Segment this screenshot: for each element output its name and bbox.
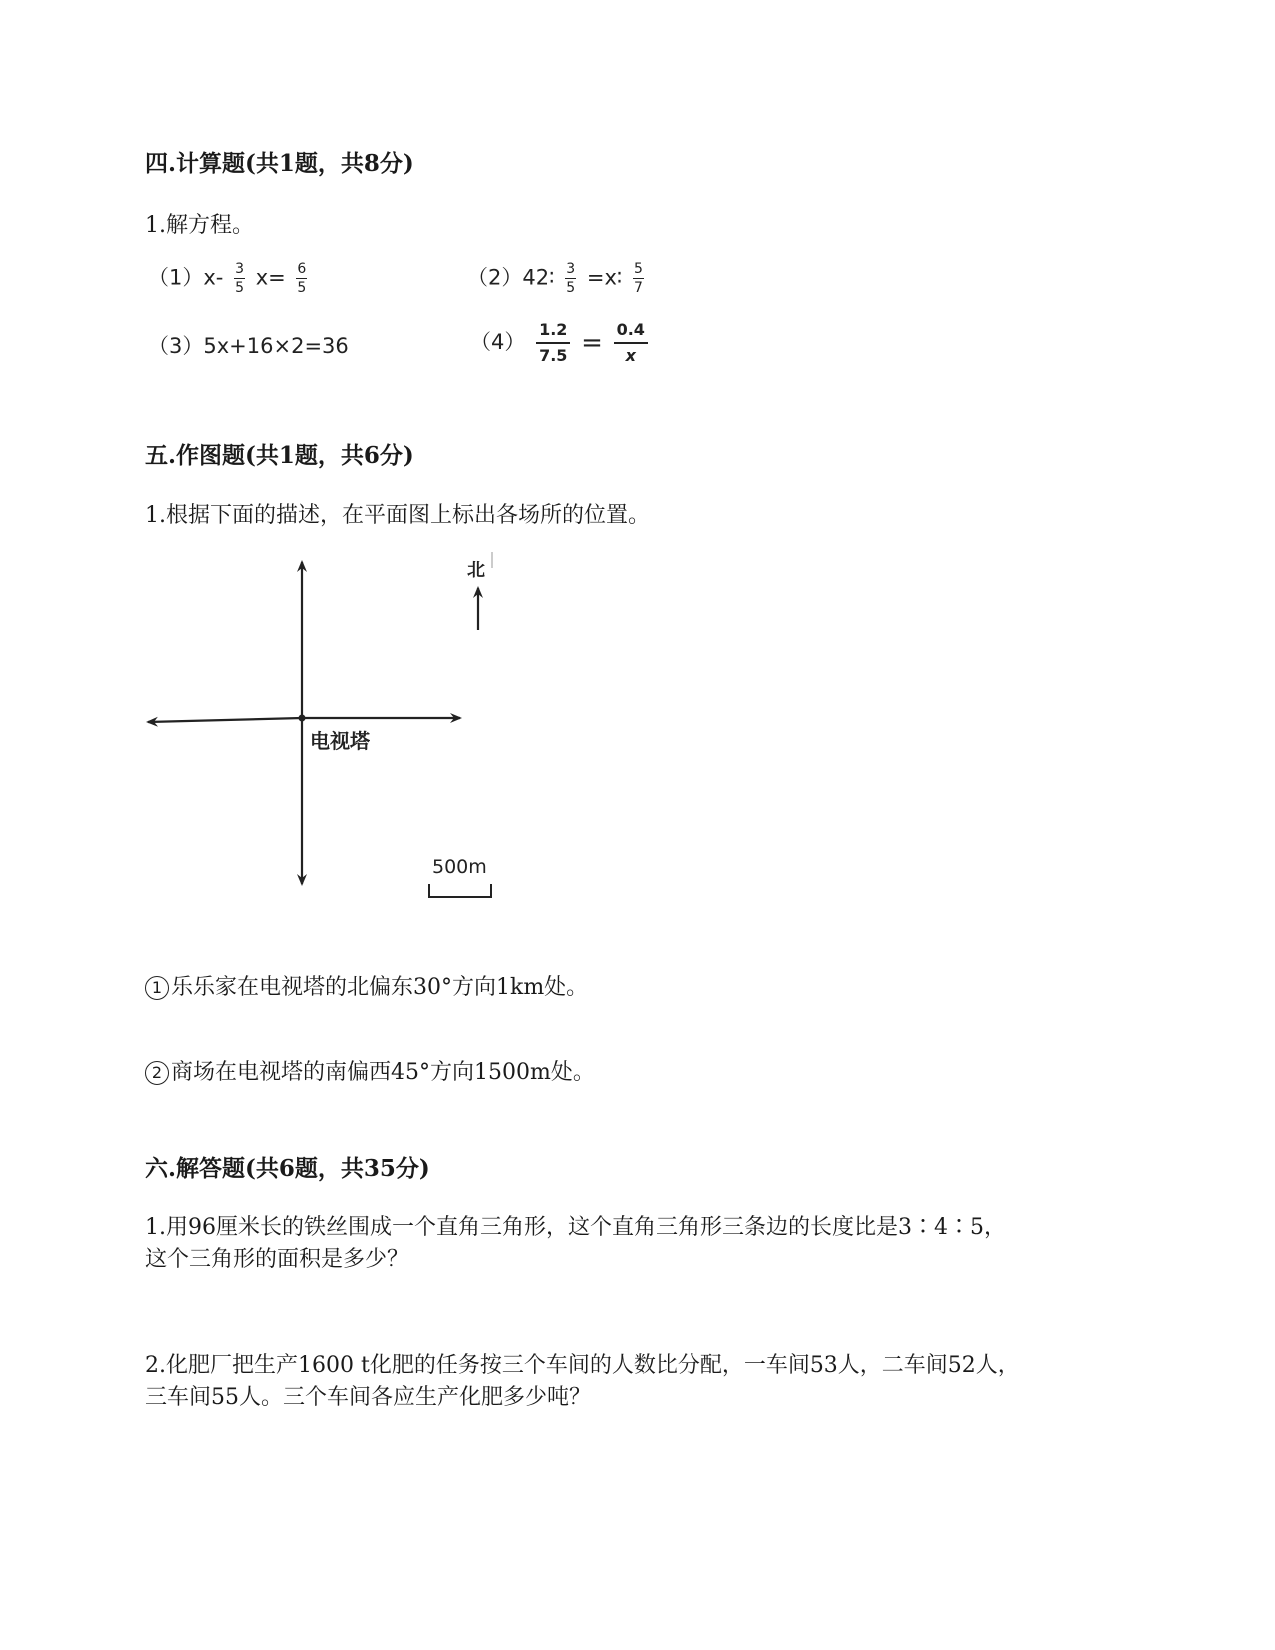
tv-tower-point <box>299 715 306 722</box>
fraction-denominator: 5 <box>566 280 576 296</box>
fraction-denominator: 5 <box>235 280 244 296</box>
map-item-2-text: 商场在电视塔的南偏西45°方向1500m处。 <box>171 1060 595 1085</box>
map-item-1-text: 乐乐家在电视塔的北偏东30°方向1km处。 <box>171 975 589 1000</box>
equation-1 <box>148 260 311 297</box>
section-5-heading: 五.作图题(共1题，共6分) <box>145 442 414 469</box>
section-6-heading: 六.解答题(共6题，共35分) <box>145 1155 430 1182</box>
equation-1-label: （1） <box>148 265 204 290</box>
equation-2-fraction-1 <box>565 260 576 297</box>
fraction-numerator: 0.4 <box>614 318 648 344</box>
fraction-numerator: 1.2 <box>536 318 570 344</box>
equation-4-fraction-1 <box>536 318 570 368</box>
fraction-denominator: 7 <box>634 280 643 296</box>
equation-2 <box>467 260 648 297</box>
map-item-2 <box>145 1055 595 1086</box>
fraction-numerator: 6 <box>297 261 307 277</box>
axis-west-arrow <box>148 718 302 722</box>
question-4-1-prompt: 1.解方程。 <box>145 213 254 238</box>
plan-map <box>140 548 520 908</box>
scale-bar <box>429 884 491 897</box>
circled-number-1: 1 <box>145 976 169 1000</box>
north-label: 北 <box>467 560 485 581</box>
tv-tower-label: 电视塔 <box>310 729 370 753</box>
equation-2-part-a: 42∶ <box>522 265 555 290</box>
question-6-2-line-1: 2.化肥厂把生产1600 t化肥的任务按三个车间的人数比分配，一车间53人，二车间52人， <box>145 1353 1020 1378</box>
fraction-numerator: 3 <box>566 261 576 277</box>
equation-2-label: （2） <box>467 265 523 290</box>
scale-label: 500m <box>432 856 487 878</box>
fraction-numerator: 5 <box>634 261 643 277</box>
equation-3-text: 5x+16×2=36 <box>203 334 349 358</box>
equation-2-fraction-2 <box>633 260 644 297</box>
circled-number-2: 2 <box>145 1061 169 1085</box>
equation-1-fraction-1 <box>234 260 245 297</box>
equation-2-part-b: =x∶ <box>586 265 623 290</box>
fraction-denominator: 7.5 <box>539 346 568 365</box>
fraction-numerator: 3 <box>235 261 244 277</box>
equation-1-fraction-2 <box>296 260 307 297</box>
equation-4-equals: = <box>581 328 603 358</box>
equation-4-fraction-2 <box>614 318 648 368</box>
question-5-1-prompt: 1.根据下面的描述，在平面图上标出各场所的位置。 <box>145 503 650 528</box>
section-4-heading: 四.计算题(共1题，共8分) <box>145 150 414 177</box>
equation-4-label: （4） <box>470 330 526 354</box>
fraction-denominator: 5 <box>297 280 307 296</box>
equation-1-part-a: x- <box>203 265 224 290</box>
equation-1-part-b: x= <box>255 265 286 290</box>
equation-3 <box>148 330 349 360</box>
map-item-1 <box>145 970 588 1001</box>
equation-3-label: （3） <box>148 334 204 358</box>
question-6-1-line-2: 这个三角形的面积是多少？ <box>145 1247 410 1272</box>
equation-4 <box>470 318 652 368</box>
question-6-1-line-1: 1.用96厘米长的铁丝围成一个直角三角形，这个直角三角形三条边的长度比是3∶4∶5， <box>145 1215 1006 1240</box>
fraction-denominator: x <box>625 346 636 365</box>
question-6-2-line-2: 三车间55人。三个车间各应生产化肥多少吨？ <box>145 1385 591 1410</box>
